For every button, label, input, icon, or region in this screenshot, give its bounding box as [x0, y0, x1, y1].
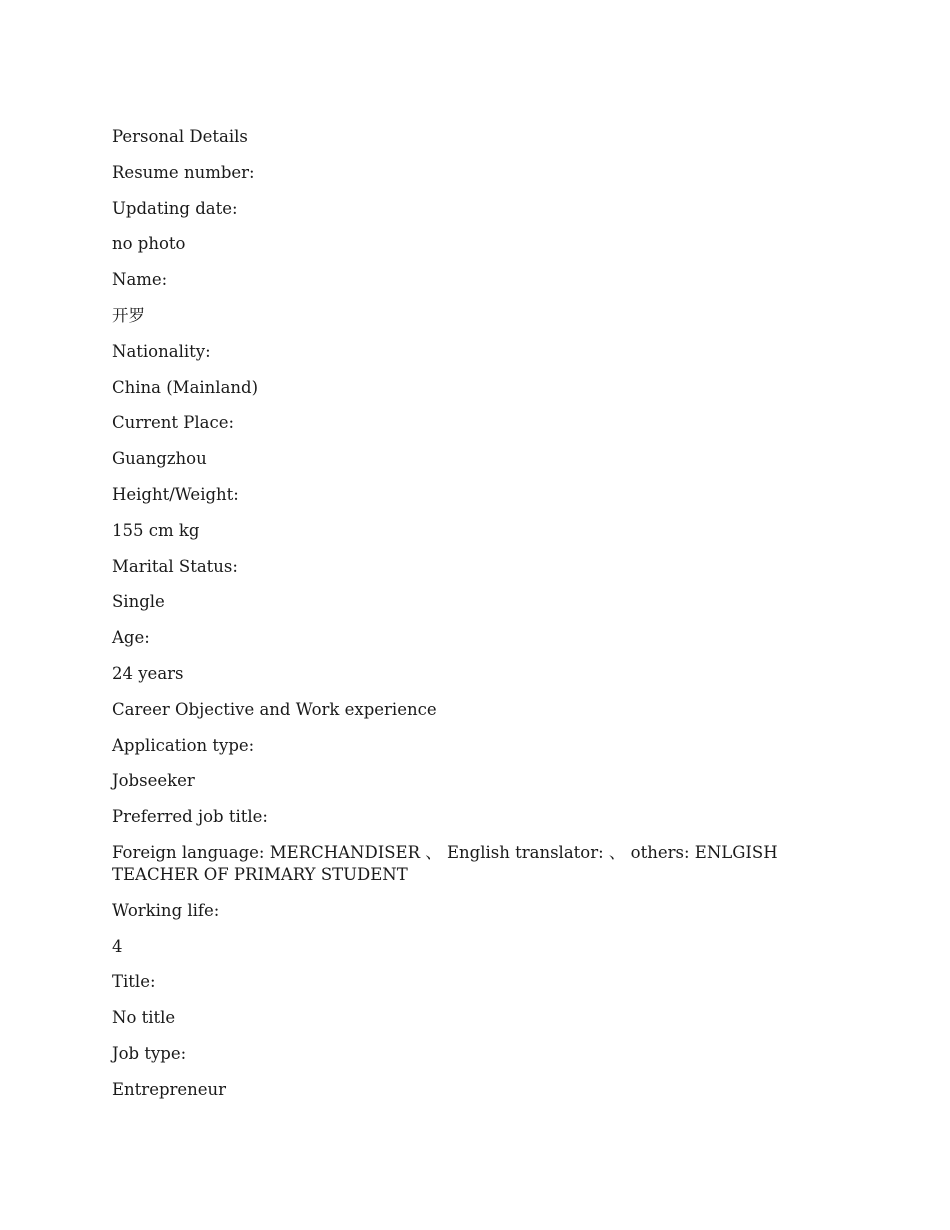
value-title: No title	[112, 1008, 176, 1028]
value-working-life: 4	[112, 936, 123, 956]
value-job-type: Entrepreneur	[112, 1079, 227, 1099]
value-application-type: Jobseeker	[112, 771, 195, 791]
label-preferred-job-title: Preferred job title:	[112, 807, 268, 827]
label-job-type: Job type:	[112, 1043, 187, 1063]
label-resume-number: Resume number:	[112, 162, 255, 182]
label-age: Age:	[112, 628, 150, 648]
document-page	[112, 126, 850, 1115]
value-nationality: China (Mainland)	[112, 377, 259, 397]
label-name: Name:	[112, 270, 168, 290]
value-name: 开罗	[112, 305, 145, 325]
label-nationality: Nationality:	[112, 341, 211, 361]
label-application-type: Application type:	[112, 735, 255, 755]
section-heading-personal-details: Personal Details	[112, 127, 248, 146]
value-current-place: Guangzhou	[112, 449, 207, 469]
label-title: Title:	[112, 972, 156, 992]
label-height-weight: Height/Weight:	[112, 484, 239, 504]
value-marital-status: Single	[112, 592, 165, 612]
label-current-place: Current Place:	[112, 413, 235, 433]
value-height-weight: 155 cm kg	[112, 520, 200, 540]
label-marital-status: Marital Status:	[112, 556, 238, 576]
section-heading-career-objective: Career Objective and Work experience	[112, 699, 437, 719]
label-working-life: Working life:	[112, 900, 220, 920]
value-preferred-job-title: Foreign language: MERCHANDISER 、 English translator: 、 others: ENLGISH TEACHER OF PRIMARY STUDENT	[112, 842, 778, 884]
label-updating-date: Updating date:	[112, 198, 238, 218]
photo-placeholder-text: no photo	[112, 234, 186, 254]
value-age: 24 years	[112, 663, 184, 683]
